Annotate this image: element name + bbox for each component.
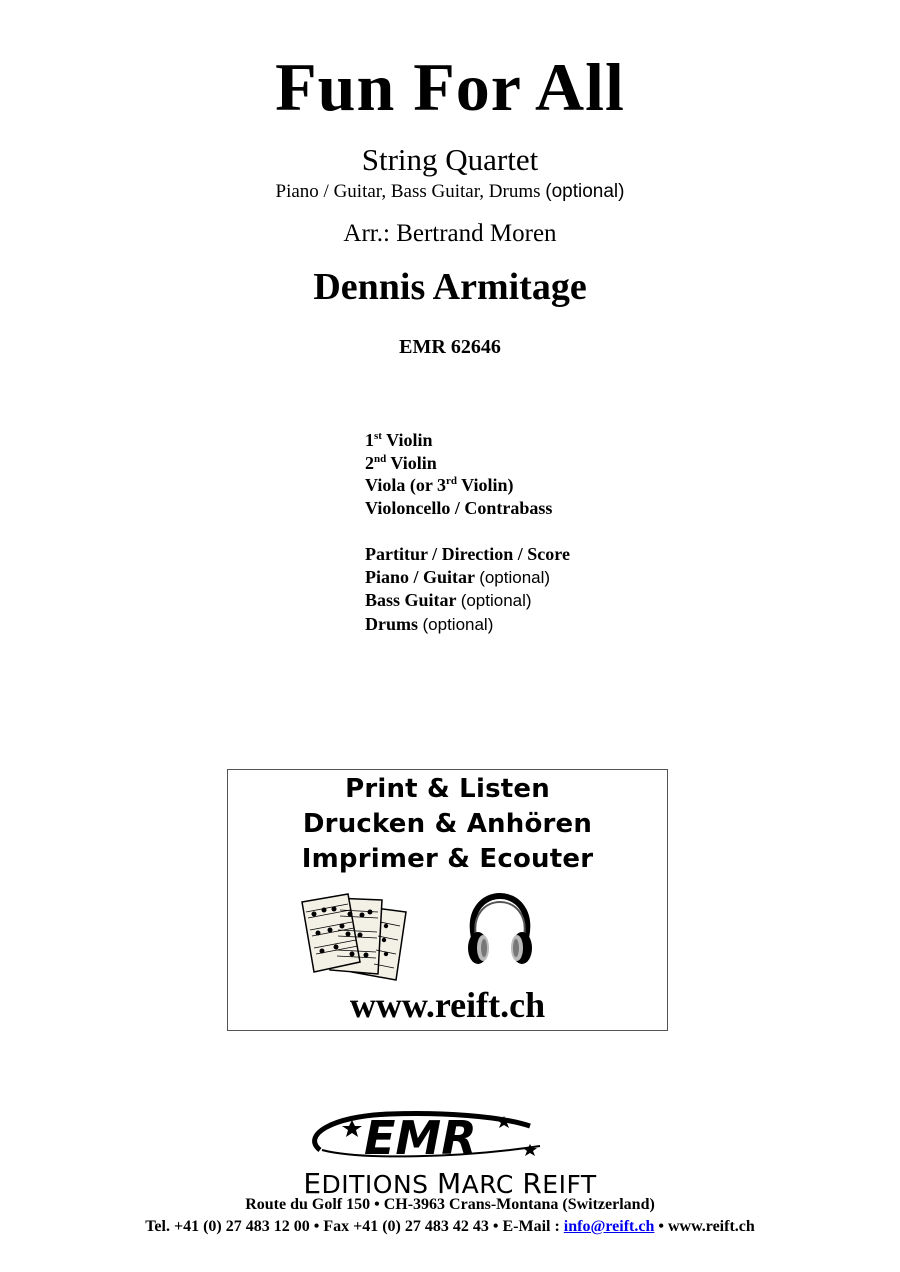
publisher-name: EDITIONS MARC REIFT	[303, 1167, 597, 1200]
email-link[interactable]: info@reift.ch	[563, 1218, 655, 1235]
part-item: Viola (or 3rd Violin)	[365, 475, 514, 495]
part-item: 1st Violin	[365, 430, 433, 450]
string-parts-list	[365, 429, 552, 519]
print-listen-box	[227, 769, 668, 1031]
title: Fun For All	[275, 49, 625, 125]
promo-line-fr: Imprimer & Ecouter	[301, 844, 594, 874]
arranger: Arr.: Bertrand Moren	[343, 220, 557, 247]
svg-text:EMR: EMR	[364, 1111, 477, 1165]
composer: Dennis Armitage	[313, 266, 587, 308]
promo-line-en: Print & Listen	[345, 774, 550, 804]
other-parts-list	[365, 543, 570, 636]
part-item: 2nd Violin	[365, 452, 437, 473]
instrumentation	[0, 181, 900, 203]
part-item: Piano / Guitar (optional)	[365, 566, 551, 587]
subtitle: String Quartet	[361, 142, 539, 177]
part-item: Violoncello / Contrabass	[365, 497, 553, 518]
address: Route du Golf 150 • CH-3963 Crans-Montana (Switzerland)	[245, 1196, 655, 1213]
part-item: Drums (optional)	[365, 613, 494, 634]
promo-line-de: Drucken & Anhören	[302, 809, 593, 839]
catalog-number: EMR 62646	[399, 336, 501, 358]
optional-note: (optional)	[545, 181, 625, 202]
sheet-music-icon	[300, 890, 412, 982]
part-item: Partitur / Direction / Score	[365, 544, 570, 564]
instrumentation-text: Piano / Guitar, Bass Guitar, Drums	[275, 181, 541, 202]
emr-logo-icon	[300, 1106, 600, 1166]
promo-url[interactable]: www.reift.ch	[349, 985, 546, 1025]
contact-line: Tel. +41 (0) 27 483 12 00 • Fax +41 (0) 27 483 42 43 • E-Mail : info@reift.ch • www.reift.ch	[145, 1218, 755, 1235]
headphones-icon	[464, 892, 536, 968]
part-item: Bass Guitar (optional)	[365, 590, 532, 610]
